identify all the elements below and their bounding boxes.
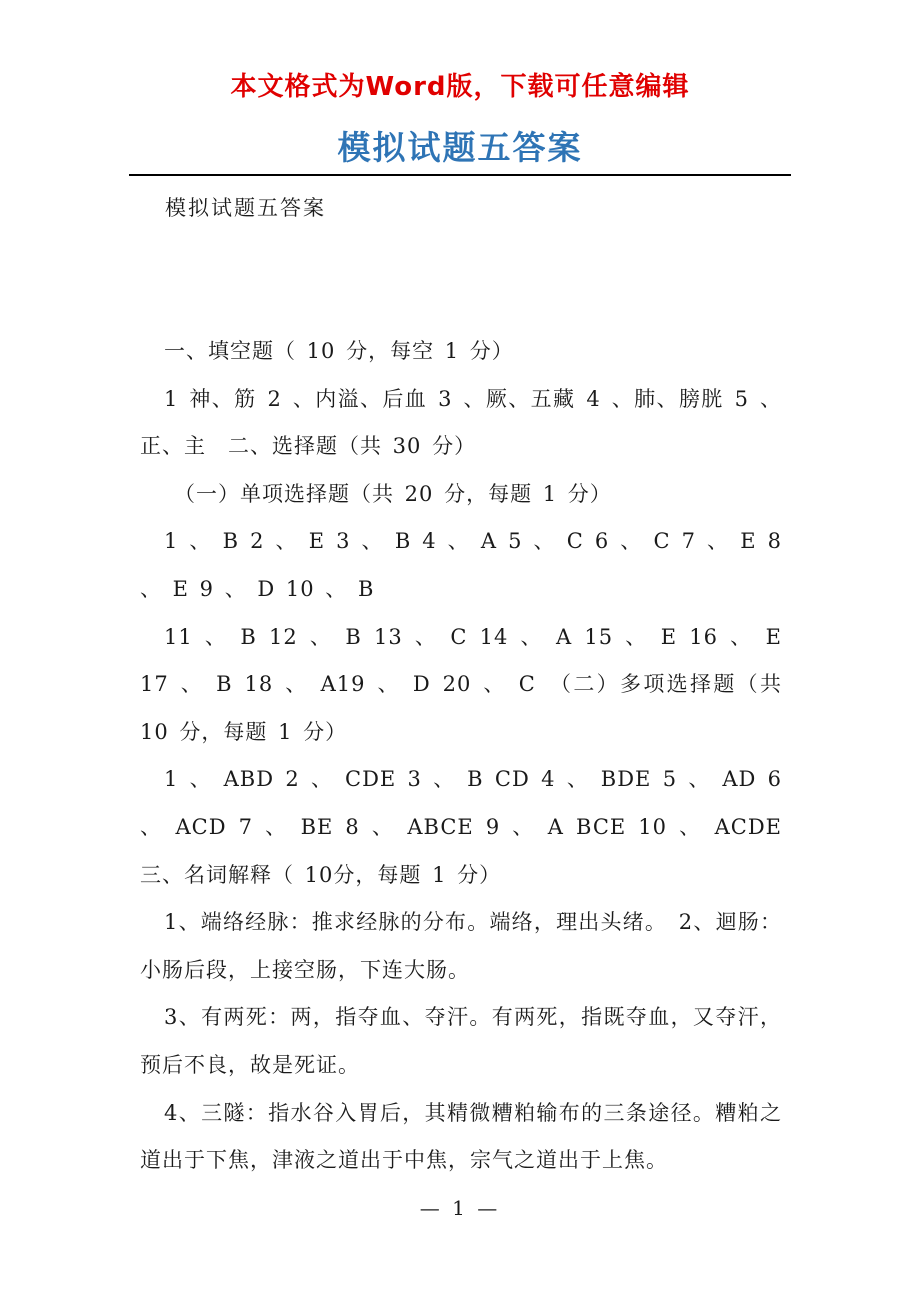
- section-heading-fill-blank: 一、填空题（ 10 分，每空 1 分）: [164, 339, 514, 363]
- paragraph-multiple-choice: 1 、 ABD 2 、 CDE 3 、 B CD 4 、 BDE 5 、 AD 6 、 ACD 7 、 BE 8 、 ABCE 9 、 A BCE 10 、 ACDE 三、名词解释（ 10分，每题 1 分）: [140, 767, 782, 887]
- paragraph-term-1-2: 1、端络经脉：推求经脉的分布。端络，理出头绪。 2、迴肠：小肠后段，上接空肠，下连大肠。: [140, 910, 782, 982]
- document-body: [140, 328, 782, 1185]
- paragraph-single-choice-11-20: 11 、 B 12 、 B 13 、 C 14 、 A 15 、 E 16 、 E 17 、 B 18 、 A19 、 D 20 、 C （二）多项选择题（共 10 分，每题 1 分）: [140, 624, 782, 744]
- section-heading-single-choice: （一）单项选择题（共 20 分，每题 1 分）: [174, 481, 612, 506]
- paragraph-single-choice-1-10: 1 、 B 2 、 E 3 、 B 4 、 A 5 、 C 6 、 C 7 、 E 8 、 E 9 、 D 10 、 B: [140, 529, 782, 601]
- document-subtitle: 模拟试题五答案: [165, 196, 326, 220]
- header-rule: [129, 174, 791, 176]
- paragraph-term-4: 4、三隧：指水谷入胃后，其精微糟粕输布的三条途径。糟粕之道出于下焦，津液之道出于中焦，宗气之道出于上焦。: [140, 1100, 782, 1173]
- paragraph-term-3: 3、有两死：两，指夺血、夺汗。有两死，指既夺血，又夺汗，预后不良，故是死证。: [140, 1005, 782, 1077]
- paragraph-fill-blank-answers: 1 神、筋 2 、内溢、后血 3 、厥、五藏 4 、肺、膀胱 5 、正、主 二、选择题（共 30 分）: [140, 386, 782, 459]
- document-title: 模拟试题五答案: [337, 128, 583, 167]
- download-banner: 本文格式为Word版，下载可任意编辑: [230, 72, 690, 102]
- page-number: — 1 —: [419, 1196, 501, 1220]
